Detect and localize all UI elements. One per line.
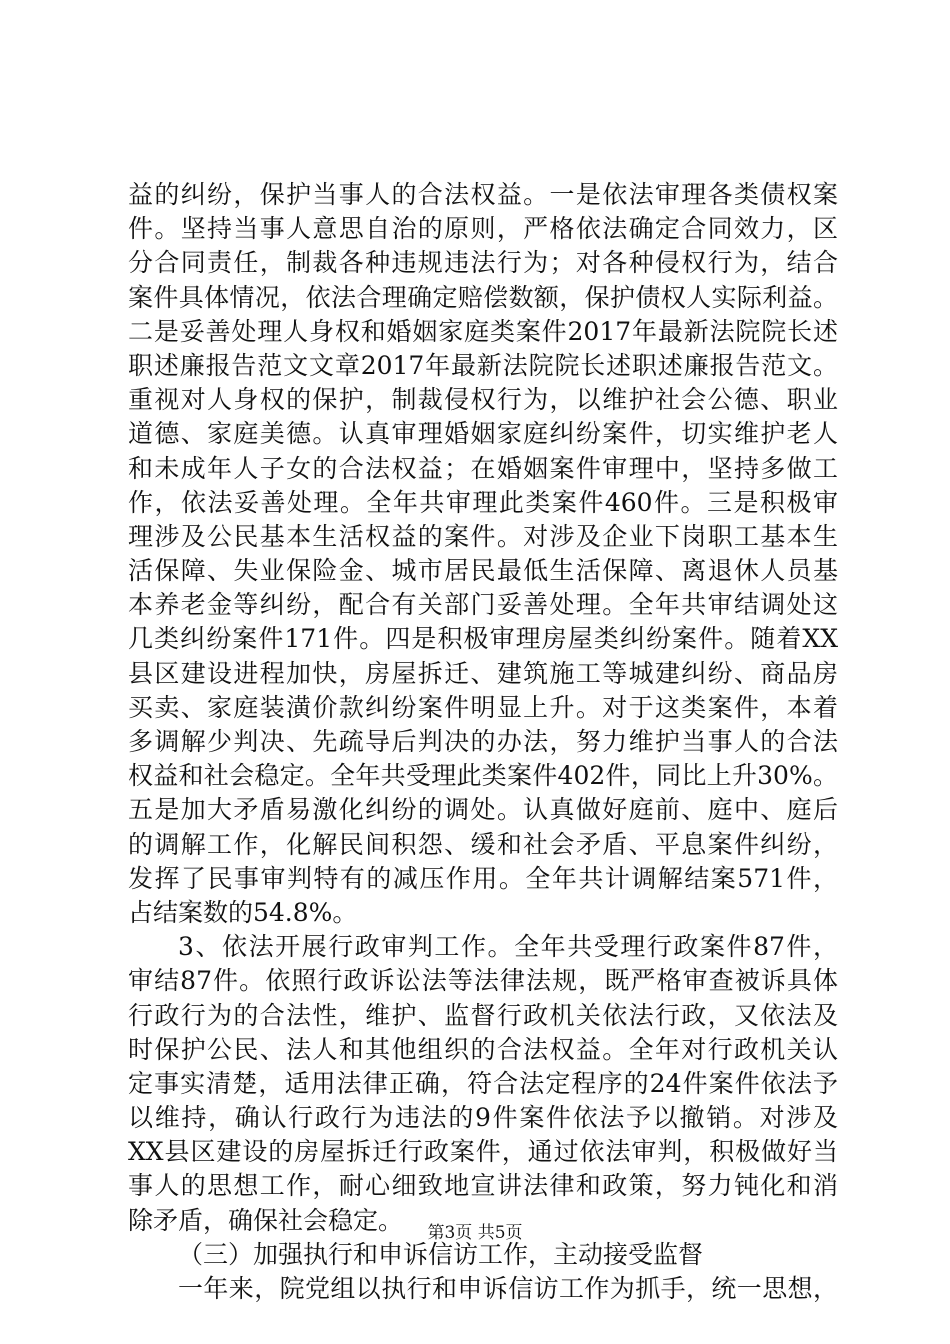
text-line: 活保障、失业保险金、城市居民最低生活保障、离退休人员基 <box>128 556 838 586</box>
text-line: 定事实清楚，适用法律正确，符合法定程序的24件案件依法予 <box>128 1068 838 1098</box>
text-line: 二是妥善处理人身权和婚姻家庭类案件2017年最新法院院长述 <box>128 316 838 346</box>
text-line: 权益和社会稳定。全年共受理此类案件402件，同比上升30%。 <box>128 761 838 791</box>
text-line: 案件具体情况，依法合理确定赔偿数额，保护债权人实际利益。 <box>128 282 838 312</box>
text-line: 以维持，确认行政行为违法的9件案件依法予以撤销。对涉及 <box>128 1103 838 1133</box>
text-line: 时保护公民、法人和其他组织的合法权益。全年对行政机关认 <box>128 1034 838 1064</box>
text-line: 五是加大矛盾易激化纠纷的调处。认真做好庭前、庭中、庭后 <box>128 795 838 825</box>
section-heading: 3、依法开展行政审判工作。全年共受理行政案件87件， <box>178 932 838 962</box>
text-line: 理涉及公民基本生活权益的案件。对涉及企业下岗职工基本生 <box>128 521 838 551</box>
text-line: 发挥了民事审判特有的减压作用。全年共计调解结案571件， <box>128 863 838 893</box>
text-line: 审结87件。依照行政诉讼法等法律法规，既严格审查被诉具体 <box>128 966 838 996</box>
text-line: 县区建设进程加快，房屋拆迁、建筑施工等城建纠纷、商品房 <box>128 658 838 688</box>
text-line: 的调解工作，化解民间积怨、缓和社会矛盾、平息案件纠纷， <box>128 829 838 859</box>
text-line: 除矛盾，确保社会稳定。 <box>128 1205 404 1235</box>
text-line: 买卖、家庭装潢价款纠纷案件明显上升。对于这类案件，本着 <box>128 692 838 722</box>
text-line: 一年来，院党组以执行和申诉信访工作为抓手，统一思想， <box>178 1274 838 1303</box>
text-line: 本养老金等纠纷，配合有关部门妥善处理。全年共审结调处这 <box>128 590 838 620</box>
text-line: XX县区建设的房屋拆迁行政案件，通过依法审判，积极做好当 <box>128 1137 838 1167</box>
section-heading: （三）加强执行和申诉信访工作，主动接受监督 <box>178 1239 704 1269</box>
text-line: 件。坚持当事人意思自治的原则，严格依法确定合同效力，区 <box>128 214 838 244</box>
text-line: 作，依法妥善处理。全年共审理此类案件460件。三是积极审 <box>128 487 838 517</box>
text-line: 行政行为的合法性，维护、监督行政机关依法行政，又依法及 <box>128 1000 838 1030</box>
text-line: 重视对人身权的保护，制裁侵权行为，以维护社会公德、职业 <box>128 385 838 415</box>
text-line: 分合同责任，制裁各种违规违法行为；对各种侵权行为，结合 <box>128 248 838 278</box>
page-number-footer: 第3页 共5页 <box>427 1223 523 1243</box>
body-text <box>128 178 838 1306</box>
text-line: 事人的思想工作，耐心细致地宣讲法律和政策，努力钝化和消 <box>128 1171 838 1201</box>
text-line: 职述廉报告范文文章2017年最新法院院长述职述廉报告范文。 <box>128 350 838 380</box>
text-line: 和未成年人子女的合法权益；在婚姻案件审理中，坚持多做工 <box>128 453 838 483</box>
text-line: 益的纠纷，保护当事人的合法权益。一是依法审理各类债权案 <box>128 180 838 209</box>
text-line: 几类纠纷案件171件。四是积极审理房屋类纠纷案件。随着XX <box>128 624 838 654</box>
text-line: 道德、家庭美德。认真审理婚姻家庭纠纷案件，切实维护老人 <box>128 419 838 449</box>
text-line: 占结案数的54.8%。 <box>128 897 358 927</box>
text-line: 多调解少判决、先疏导后判决的办法，努力维护当事人的合法 <box>128 727 838 756</box>
